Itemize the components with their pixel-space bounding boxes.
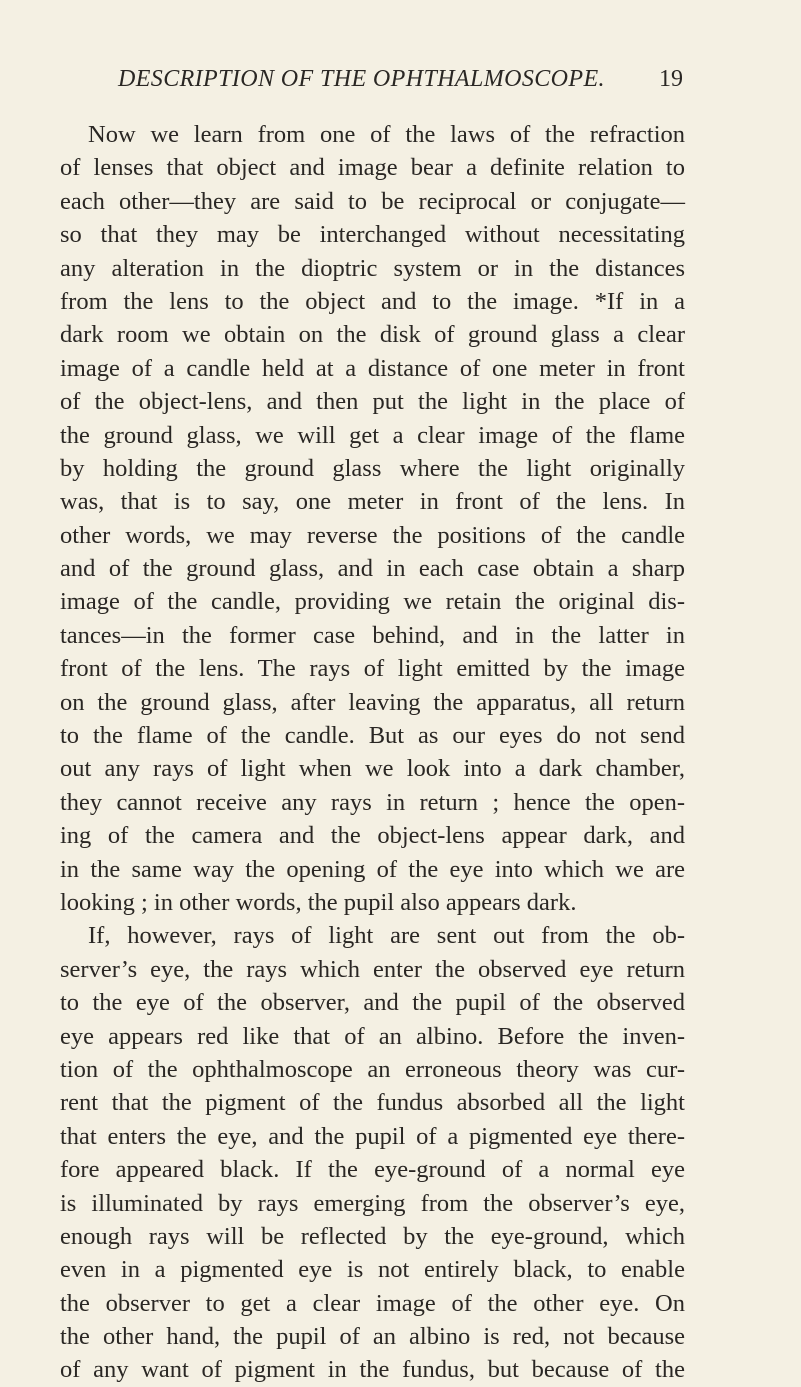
text-line: ing of the camera and the object-lens appear dark, and xyxy=(60,822,685,850)
text-line: was, that is to say, one meter in front of the lens. In xyxy=(60,488,685,516)
text-line: out any rays of light when we look into a dark chamber, xyxy=(60,755,685,783)
body-text xyxy=(60,118,685,1387)
text-line: front of the lens. The rays of light emitted by the image xyxy=(60,655,685,683)
text-line: looking ; in other words, the pupil also appears dark. xyxy=(60,888,577,916)
text-line: fore appeared black. If the eye-ground of a normal eye xyxy=(60,1156,685,1184)
text-line: Now we learn from one of the laws of the refraction xyxy=(88,121,685,148)
text-line: enough rays will be reflected by the eye-ground, which xyxy=(60,1222,685,1250)
text-line: image of the candle, providing we retain the original dis- xyxy=(60,588,685,616)
text-line: server’s eye, the rays which enter the observed eye return xyxy=(60,955,685,983)
text-line: that enters the eye, and the pupil of a pigmented eye there- xyxy=(60,1122,685,1150)
text-line: rent that the pigment of the fundus absorbed all the light xyxy=(60,1089,685,1117)
text-line: other words, we may reverse the positions of the candle xyxy=(60,521,685,549)
text-line: If, however, rays of light are sent out from the ob- xyxy=(88,922,685,950)
text-line: tances—in the former case behind, and in the latter in xyxy=(60,621,685,649)
text-line: each other—they are said to be reciprocal or conjugate— xyxy=(60,187,685,215)
text-line: the other hand, the pupil of an albino is red, not because xyxy=(60,1323,685,1351)
text-line: so that they may be interchanged without necessitating xyxy=(60,221,685,249)
running-title: DESCRIPTION OF THE OPHTHALMOSCOPE. xyxy=(118,66,605,92)
text-line: to the eye of the observer, and the pupil of the observed xyxy=(60,989,685,1017)
text-line: the ground glass, we will get a clear image of the flame xyxy=(60,421,685,449)
text-line: of lenses that object and image bear a definite relation to xyxy=(60,154,685,182)
text-line: in the same way the opening of the eye into which we are xyxy=(60,855,685,883)
text-line: is illuminated by rays emerging from the observer’s eye, xyxy=(60,1189,685,1217)
text-line: and of the ground glass, and in each case obtain a sharp xyxy=(60,555,685,583)
text-line: eye appears red like that of an albino. Before the inven- xyxy=(60,1022,685,1050)
text-line: even in a pigmented eye is not entirely black, to enable xyxy=(60,1256,685,1284)
text-line: any alteration in the dioptric system or in the distances xyxy=(60,254,685,282)
text-line: from the lens to the object and to the image. *If in a xyxy=(60,287,685,315)
text-line: to the flame of the candle. But as our eyes do not send xyxy=(60,722,685,750)
text-line: the observer to get a clear image of the other eye. On xyxy=(60,1289,685,1317)
text-line: dark room we obtain on the disk of ground glass a clear xyxy=(60,321,685,349)
text-line: of any want of pigment in the fundus, but because of the xyxy=(60,1356,685,1384)
page-number: 19 xyxy=(659,66,683,92)
text-line: image of a candle held at a distance of one meter in front xyxy=(60,354,685,382)
text-line: by holding the ground glass where the light originally xyxy=(60,454,685,482)
running-head xyxy=(118,66,683,96)
text-line: on the ground glass, after leaving the apparatus, all return xyxy=(60,688,685,716)
text-line: of the object-lens, and then put the light in the place of xyxy=(60,388,685,416)
text-line: tion of the ophthalmoscope an erroneous theory was cur- xyxy=(60,1055,685,1083)
text-line: they cannot receive any rays in return ; hence the open- xyxy=(60,788,685,816)
